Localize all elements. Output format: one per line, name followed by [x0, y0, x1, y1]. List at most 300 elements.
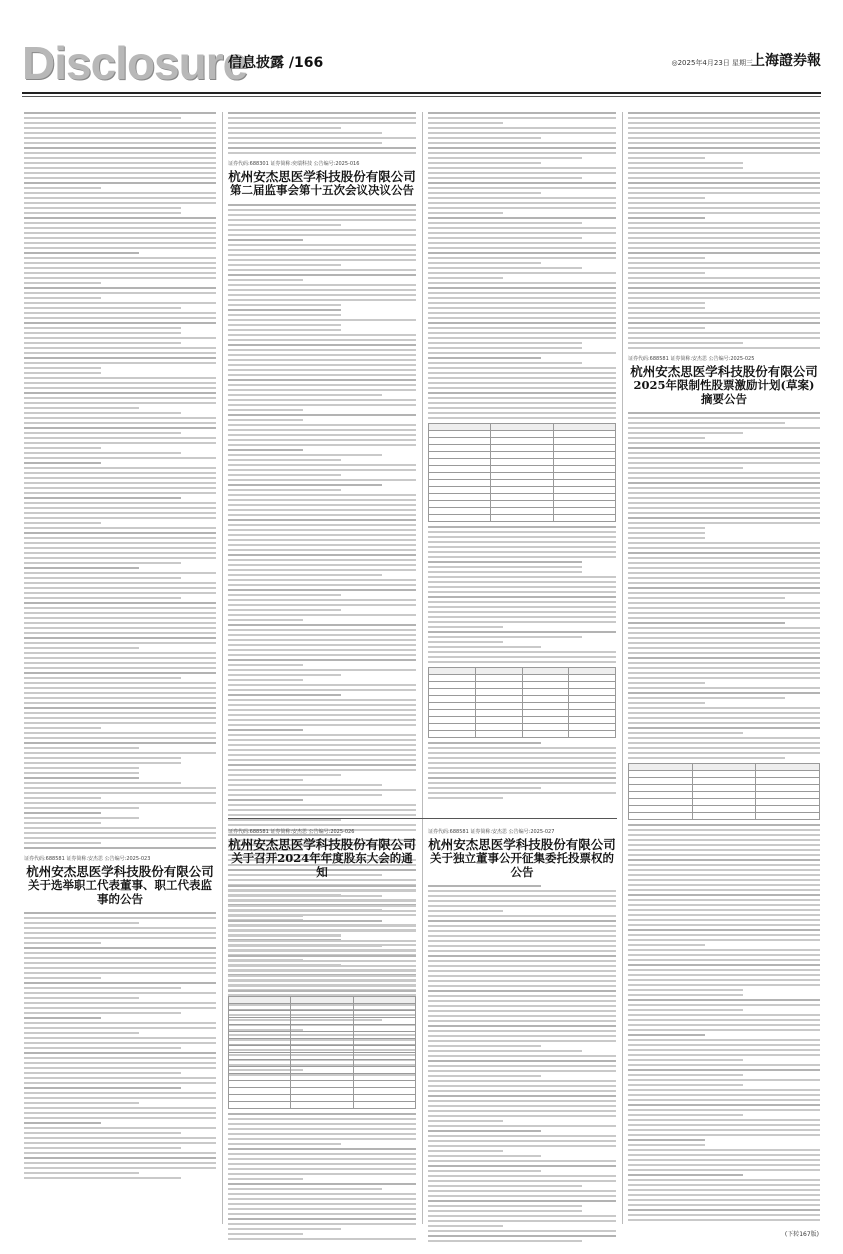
text-line — [628, 979, 820, 981]
text-line — [228, 384, 416, 386]
text-line — [228, 127, 341, 129]
text-line — [628, 1024, 820, 1026]
table-cell — [353, 1038, 415, 1045]
text-line — [628, 859, 820, 861]
text-line — [24, 447, 101, 449]
text-line — [24, 572, 216, 574]
text-line — [228, 564, 416, 566]
table-row — [229, 1031, 416, 1038]
text-line — [628, 592, 820, 594]
table-cell — [522, 696, 569, 703]
text-line — [628, 287, 820, 289]
table-cell — [692, 770, 756, 777]
text-line — [628, 1079, 820, 1081]
text-line — [428, 122, 503, 124]
text-line — [628, 137, 820, 139]
table-cell — [569, 668, 616, 675]
text-line — [428, 586, 616, 588]
text-line — [24, 397, 216, 399]
table-cell — [353, 1101, 415, 1108]
table-cell — [291, 1024, 353, 1031]
text-line — [228, 915, 303, 917]
table-cell — [553, 438, 615, 445]
table-cell — [475, 724, 522, 731]
table-row — [229, 1080, 416, 1087]
text-line — [228, 1158, 416, 1160]
table-cell — [475, 710, 522, 717]
text-line — [628, 277, 820, 279]
text-line — [428, 945, 616, 947]
table-row — [229, 1052, 416, 1059]
text-line — [628, 944, 705, 946]
table-row — [429, 515, 616, 522]
table-cell — [553, 508, 615, 515]
text-line — [628, 652, 820, 654]
table-cell — [553, 459, 615, 466]
text-line — [228, 1198, 416, 1200]
text-line — [228, 137, 416, 139]
text-line — [628, 849, 820, 851]
text-line — [228, 684, 416, 686]
text-line — [628, 117, 820, 119]
table-row — [429, 689, 616, 696]
text-line — [628, 492, 820, 494]
text-line — [228, 1223, 416, 1225]
text-line — [24, 1017, 101, 1019]
text-line — [628, 1059, 743, 1061]
text-line — [628, 167, 743, 169]
masthead-logo: Disclosure — [22, 37, 248, 89]
text-line — [428, 752, 616, 754]
text-line — [628, 497, 820, 499]
table-cell — [429, 724, 476, 731]
text-line — [228, 209, 416, 211]
text-line — [428, 302, 616, 304]
newspaper-brand: 上海證券報 — [751, 53, 821, 69]
table-cell — [353, 1010, 415, 1017]
text-line — [628, 337, 820, 339]
text-line — [228, 574, 382, 576]
text-line — [228, 724, 416, 726]
table-cell — [429, 717, 476, 724]
text-line — [628, 874, 820, 876]
text-line — [628, 1014, 820, 1016]
text-line — [24, 472, 216, 474]
article-company: 杭州安杰思医学科技股份有限公司 — [228, 837, 416, 852]
table-row — [629, 770, 820, 777]
table-cell — [229, 1080, 291, 1087]
text-line — [24, 232, 216, 234]
text-line — [428, 307, 616, 309]
table-cell — [569, 717, 616, 724]
text-line — [628, 879, 820, 881]
text-line — [228, 404, 416, 406]
text-line — [24, 1092, 216, 1094]
text-line — [24, 592, 216, 594]
text-line — [24, 327, 181, 329]
table-cell — [692, 784, 756, 791]
text-line — [628, 202, 820, 204]
text-line — [428, 192, 541, 194]
text-line — [228, 935, 341, 937]
table-row — [229, 1073, 416, 1080]
text-line — [428, 1025, 616, 1027]
text-line — [428, 1185, 582, 1187]
text-line — [24, 467, 216, 469]
text-line — [428, 900, 616, 902]
text-line — [228, 424, 416, 426]
table-cell — [229, 1038, 291, 1045]
table-row — [429, 675, 616, 682]
text-line — [228, 1208, 416, 1210]
text-line — [628, 112, 820, 114]
table-cell — [491, 501, 553, 508]
text-line — [24, 297, 101, 299]
text-line — [428, 417, 616, 419]
table-cell — [429, 473, 491, 480]
data-table — [428, 423, 616, 522]
text-line — [428, 232, 616, 234]
table-row — [429, 473, 616, 480]
text-line — [228, 960, 416, 962]
text-line — [24, 377, 216, 379]
text-line — [24, 122, 216, 124]
text-line — [428, 152, 616, 154]
text-line — [628, 829, 820, 831]
text-line — [428, 112, 616, 114]
table-cell — [291, 1073, 353, 1080]
text-line — [428, 797, 503, 799]
text-line — [24, 1057, 216, 1059]
text-line — [24, 627, 216, 629]
table-cell — [756, 784, 820, 791]
text-line — [24, 227, 216, 229]
text-line — [428, 970, 616, 972]
text-line — [228, 309, 341, 311]
text-line — [24, 132, 216, 134]
text-line — [228, 589, 416, 591]
text-line — [428, 1080, 616, 1082]
text-line — [428, 1160, 616, 1162]
text-line — [628, 989, 743, 991]
text-line — [628, 1094, 820, 1096]
table-cell — [491, 438, 553, 445]
text-line — [228, 709, 416, 711]
text-line — [228, 1228, 341, 1230]
table-row — [429, 487, 616, 494]
text-line — [628, 532, 705, 534]
header-rule-thin — [22, 96, 821, 97]
text-line — [628, 477, 820, 479]
table-row — [629, 777, 820, 784]
text-line — [24, 992, 216, 994]
text-line — [228, 234, 416, 236]
text-line — [628, 924, 820, 926]
text-line — [228, 694, 341, 696]
text-line — [428, 1090, 616, 1092]
text-line — [628, 672, 820, 674]
text-line — [428, 777, 616, 779]
text-line — [24, 1172, 139, 1174]
text-line — [24, 1067, 216, 1069]
text-line — [628, 297, 820, 299]
article-headline: 关于独立董事公开征集委托投票权的公告 — [430, 851, 614, 879]
text-line — [24, 272, 216, 274]
text-line — [428, 960, 616, 962]
text-line — [228, 354, 416, 356]
text-line — [24, 432, 181, 434]
text-line — [628, 152, 820, 154]
table-cell — [553, 480, 615, 487]
text-line — [24, 812, 101, 814]
text-line — [24, 972, 216, 974]
text-line — [428, 367, 616, 369]
text-line — [228, 930, 416, 932]
text-line — [24, 797, 101, 799]
table-cell — [522, 710, 569, 717]
text-line — [428, 641, 503, 643]
text-line — [628, 949, 820, 951]
text-line — [228, 554, 416, 556]
text-line — [428, 287, 616, 289]
text-line — [628, 914, 820, 916]
text-line — [428, 1010, 616, 1012]
text-line — [428, 1230, 616, 1232]
text-line — [24, 577, 181, 579]
text-line — [228, 634, 416, 636]
table-cell — [429, 731, 476, 738]
text-line — [24, 402, 216, 404]
table-cell — [692, 791, 756, 798]
table-cell — [569, 724, 616, 731]
text-line — [628, 737, 820, 739]
text-line — [628, 327, 705, 329]
text-line — [628, 1054, 820, 1056]
text-line — [628, 1194, 820, 1196]
text-line — [628, 727, 820, 729]
text-line — [24, 917, 216, 919]
text-line — [228, 544, 416, 546]
text-line — [24, 242, 216, 244]
data-table — [428, 667, 616, 738]
table-cell — [553, 424, 615, 431]
text-line — [228, 379, 416, 381]
text-line — [428, 631, 616, 633]
text-line — [628, 1214, 820, 1216]
text-line — [24, 277, 216, 279]
text-line — [228, 514, 416, 516]
text-line — [24, 247, 216, 249]
table-row — [429, 494, 616, 501]
text-line — [428, 1235, 616, 1237]
text-line — [428, 1170, 541, 1172]
text-line — [628, 567, 820, 569]
table-cell — [353, 1073, 415, 1080]
text-line — [24, 322, 216, 324]
text-line — [628, 447, 820, 449]
table-cell — [229, 1024, 291, 1031]
text-line — [228, 279, 303, 281]
text-line — [628, 864, 820, 866]
text-line — [228, 674, 341, 676]
text-line — [24, 162, 216, 164]
text-line — [228, 224, 341, 226]
text-line — [24, 1042, 216, 1044]
text-line — [24, 332, 181, 334]
text-line — [428, 227, 616, 229]
text-line — [428, 1135, 616, 1137]
table-cell — [491, 445, 553, 452]
text-line — [428, 117, 616, 119]
text-line — [24, 1077, 216, 1079]
text-line — [24, 1177, 181, 1179]
text-line — [228, 689, 416, 691]
text-line — [24, 457, 216, 459]
table-row — [429, 431, 616, 438]
text-line — [24, 482, 216, 484]
text-line — [428, 1055, 616, 1057]
text-line — [428, 212, 503, 214]
text-line — [628, 507, 820, 509]
text-line — [24, 597, 181, 599]
text-line — [24, 777, 139, 779]
text-line — [628, 904, 820, 906]
text-line — [628, 834, 820, 836]
text-line — [428, 920, 616, 922]
text-line — [628, 182, 820, 184]
text-line — [228, 990, 416, 992]
issue-date: ◎2025年4月23日 星期三 — [671, 59, 753, 67]
text-line — [628, 1184, 820, 1186]
text-line — [228, 794, 382, 796]
text-line — [24, 527, 216, 529]
text-line — [628, 1044, 820, 1046]
text-line — [428, 935, 616, 937]
text-line — [228, 479, 416, 481]
article-body — [428, 742, 616, 799]
text-line — [628, 1199, 820, 1201]
table-cell — [629, 812, 693, 819]
table-row — [429, 703, 616, 710]
text-line — [24, 477, 216, 479]
text-line — [628, 702, 705, 704]
text-line — [628, 717, 820, 719]
text-line — [428, 782, 616, 784]
text-line — [228, 975, 416, 977]
table-cell — [429, 703, 476, 710]
text-line — [228, 594, 341, 596]
text-line — [228, 254, 416, 256]
text-line — [24, 532, 216, 534]
text-line — [628, 752, 820, 754]
text-line — [428, 172, 616, 174]
text-line — [428, 182, 616, 184]
text-line — [628, 332, 820, 334]
table-cell — [229, 1031, 291, 1038]
text-line — [228, 1218, 416, 1220]
table-row — [229, 1094, 416, 1101]
column-3 — [428, 112, 616, 812]
text-line — [628, 322, 820, 324]
text-line — [24, 1142, 216, 1144]
text-line — [428, 581, 616, 583]
text-line — [428, 787, 541, 789]
text-line — [428, 1120, 503, 1122]
text-line — [628, 467, 743, 469]
text-line — [24, 962, 216, 964]
article-meta: 证券代码:688581 证券简称:安杰思 公告编号:2025-026 — [228, 829, 355, 835]
text-line — [428, 1075, 541, 1077]
table-cell — [756, 812, 820, 819]
text-line — [24, 712, 216, 714]
table-cell — [553, 487, 615, 494]
text-line — [228, 239, 303, 241]
text-line — [428, 407, 616, 409]
text-line — [24, 652, 216, 654]
text-line — [628, 1139, 705, 1141]
table-cell — [491, 431, 553, 438]
text-line — [24, 372, 101, 374]
text-line — [428, 142, 616, 144]
table-cell — [429, 515, 491, 522]
text-line — [24, 587, 216, 589]
text-line — [24, 202, 216, 204]
article-meta: 证券代码:688581 证券简称:安杰思 公告编号:2025-025 — [628, 356, 755, 362]
table-cell — [569, 689, 616, 696]
text-line — [428, 546, 616, 548]
text-line — [24, 152, 216, 154]
text-line — [628, 292, 820, 294]
text-line — [24, 492, 216, 494]
text-line — [628, 312, 820, 314]
text-line — [228, 885, 416, 887]
text-line — [428, 656, 616, 658]
text-line — [24, 837, 216, 839]
text-line — [628, 132, 820, 134]
text-line — [228, 624, 416, 626]
text-line — [24, 552, 216, 554]
text-line — [228, 324, 341, 326]
text-line — [428, 372, 616, 374]
text-line — [24, 747, 139, 749]
text-line — [24, 1002, 216, 1004]
text-line — [628, 757, 785, 759]
text-line — [24, 1082, 216, 1084]
table-cell — [429, 501, 491, 508]
table-row — [429, 682, 616, 689]
text-line — [428, 1000, 616, 1002]
article-body — [628, 412, 820, 759]
text-line — [24, 177, 216, 179]
text-line — [24, 507, 216, 509]
text-line — [628, 122, 820, 124]
text-line — [228, 905, 416, 907]
text-line — [628, 577, 820, 579]
text-line — [628, 547, 820, 549]
text-line — [628, 1104, 820, 1106]
text-line — [428, 767, 616, 769]
text-line — [428, 317, 616, 319]
text-line — [628, 642, 820, 644]
table-cell — [522, 717, 569, 724]
text-line — [228, 1138, 416, 1140]
text-line — [628, 712, 820, 714]
text-line — [24, 1012, 181, 1014]
text-line — [228, 439, 416, 441]
article-company: 杭州安杰思医学科技股份有限公司 — [428, 837, 616, 852]
text-line — [428, 556, 616, 558]
text-line — [628, 272, 705, 274]
